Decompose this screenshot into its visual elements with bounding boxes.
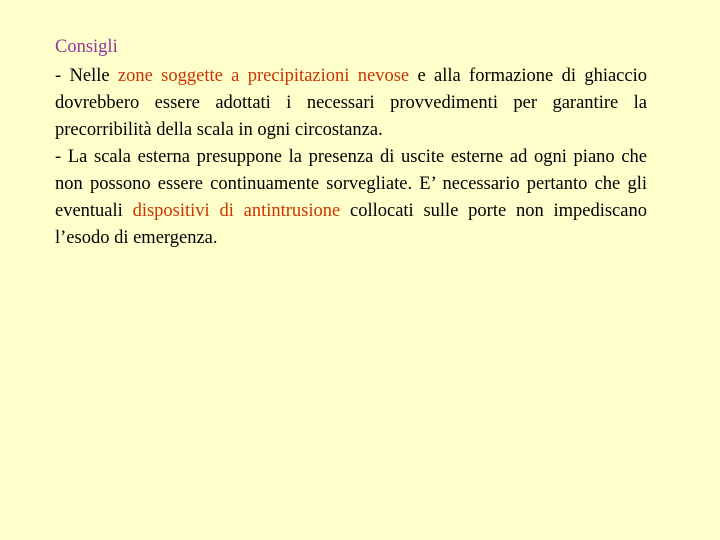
slide-title: Consigli (55, 37, 118, 57)
paragraph-text: e alla formazione di ghiaccio dovrebbero essere adottati i necessari provvedimenti per garantire la precorribilità della scala in ogni circostanza. (55, 66, 647, 140)
highlighted-phrase: dispositivi di antintrusione (132, 201, 341, 221)
paragraph-external-exits (55, 144, 647, 252)
paragraph-text: collocati sulle porte non impediscano l’esodo di emergenza. (55, 201, 647, 248)
slide-content (55, 34, 647, 252)
paragraph-text: - Nelle (55, 66, 118, 86)
paragraph-text: - La scala esterna presuppone la presenza di uscite esterne ad ogni piano che non possono essere continuamente sorvegliate. E’ necessario pertanto che gli eventuali (55, 147, 647, 221)
paragraph-snow-ice (55, 63, 647, 144)
highlighted-phrase: zone soggette a precipitazioni nevose (117, 66, 410, 86)
